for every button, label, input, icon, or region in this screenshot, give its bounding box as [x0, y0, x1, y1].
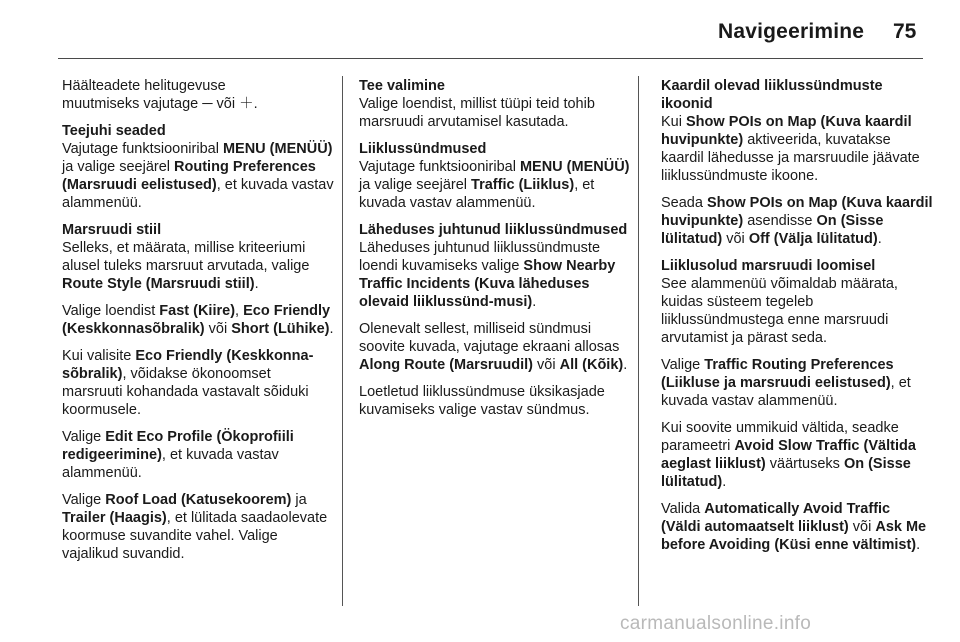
section-title-traffic-routing: Liiklusolud marsruudi loomisel [661, 258, 876, 274]
paragraph: Olenevalt sellest, milliseid sündmusi soovite kuvada, vajutage ekraani allosas Along Route (Marsruudil) või All (Kõik). [359, 321, 628, 373]
paragraph: Valige Roof Load (Katusekoorem) ja Trailer (Haagis), et lülitada saadaolevate koormuse suvandite vahel. Valige vajalikud suvandid. [62, 492, 328, 562]
paragraph: Vajutage funktsiooniribal MENU (MENÜÜ) ja valige seejärel Traffic (Liiklus), et kuvada vastav alammenüü. [359, 159, 630, 211]
column-1 [62, 77, 334, 572]
column-divider-2 [638, 76, 639, 606]
paragraph: Selleks, et määrata, millise kriteeriumi alusel tuleks marsruut arvutada, valige Route Style (Marsruudi stiil). [62, 240, 310, 292]
paragraph: Valige loendist Fast (Kiire), Eco Friendly (Keskkonnasõbralik) või Short (Lühike). [62, 303, 334, 337]
paragraph: Kui soovite ummikuid vältida, seadke parameetri Avoid Slow Traffic (Vältida aeglast liiklust) väärtuseks On (Sisse lülitatud). [661, 420, 916, 490]
page-title: Navigeerimine [718, 20, 865, 43]
intro-paragraph: Häälteadete helitugevuse muutmiseks vajutage ─ või ＋. [62, 78, 258, 112]
page-number: 75 [893, 20, 917, 43]
paragraph: Vajutage funktsiooniribal MENU (MENÜÜ) ja valige seejärel Routing Preferences (Marsruudi eelistused), et kuvada vastav alammenüü. [62, 141, 334, 211]
section-title-traffic-events: Liiklussündmused [359, 141, 487, 157]
paragraph: Valida Automatically Avoid Traffic (Väldi automaatselt liiklust) või Ask Me before Avoiding (Küsi enne vältimist). [661, 501, 927, 553]
paragraph: Kui valisite Eco Friendly (Keskkonna-sõbralik), võidakse ökonoomset marsruuti kohandada vastavalt sõiduki koormusele. [62, 348, 314, 418]
section-title-route-style: Marsruudi stiil [62, 222, 162, 238]
column-3 [661, 77, 933, 563]
paragraph: Läheduses juhtunud liiklussündmuste loendi kuvamiseks valige Show Nearby Traffic Incidents (Kuva läheduses olevaid liiklussünd-musi). [359, 240, 616, 310]
section-title-road-selection: Tee valimine [359, 78, 445, 94]
paragraph: Valige loendist, millist tüüpi teid tohib marsruudi arvutamisel kasutada. [359, 96, 595, 130]
paragraph: Seada Show POIs on Map (Kuva kaardil huvipunkte) asendisse On (Sisse lülitatud) või Off (Välja lülitatud). [661, 195, 933, 247]
section-title-guidance-settings: Teejuhi seaded [62, 123, 166, 139]
column-2 [359, 77, 631, 428]
paragraph: Loetletud liiklussündmuse üksikasjade kuvamiseks valige vastav sündmus. [359, 384, 605, 418]
section-title-map-traffic-icons: Kaardil olevad liiklussündmuste ikoonid [661, 78, 883, 112]
paragraph: See alammenüü võimaldab määrata, kuidas süsteem tegeleb liiklussündmustega enne marsruudi arvutamist ja pärast seda. [661, 276, 898, 346]
paragraph: Valige Edit Eco Profile (Ökoprofiili redigeerimine), et kuvada vastav alammenüü. [62, 429, 294, 481]
section-title-nearby-events: Läheduses juhtunud liiklussündmused [359, 222, 628, 238]
header-rule [58, 58, 923, 59]
paragraph: Kui Show POIs on Map (Kuva kaardil huvipunkte) aktiveerida, kuvatakse kaardil lähedusse ja marsruudile jäävate liiklussündmuste ikoone. [661, 114, 920, 184]
paragraph: Valige Traffic Routing Preferences (Liikluse ja marsruudi eelistused), et kuvada vastav alammenüü. [661, 357, 911, 409]
column-divider-1 [342, 76, 343, 606]
watermark: carmanualsonline.info [620, 613, 812, 634]
